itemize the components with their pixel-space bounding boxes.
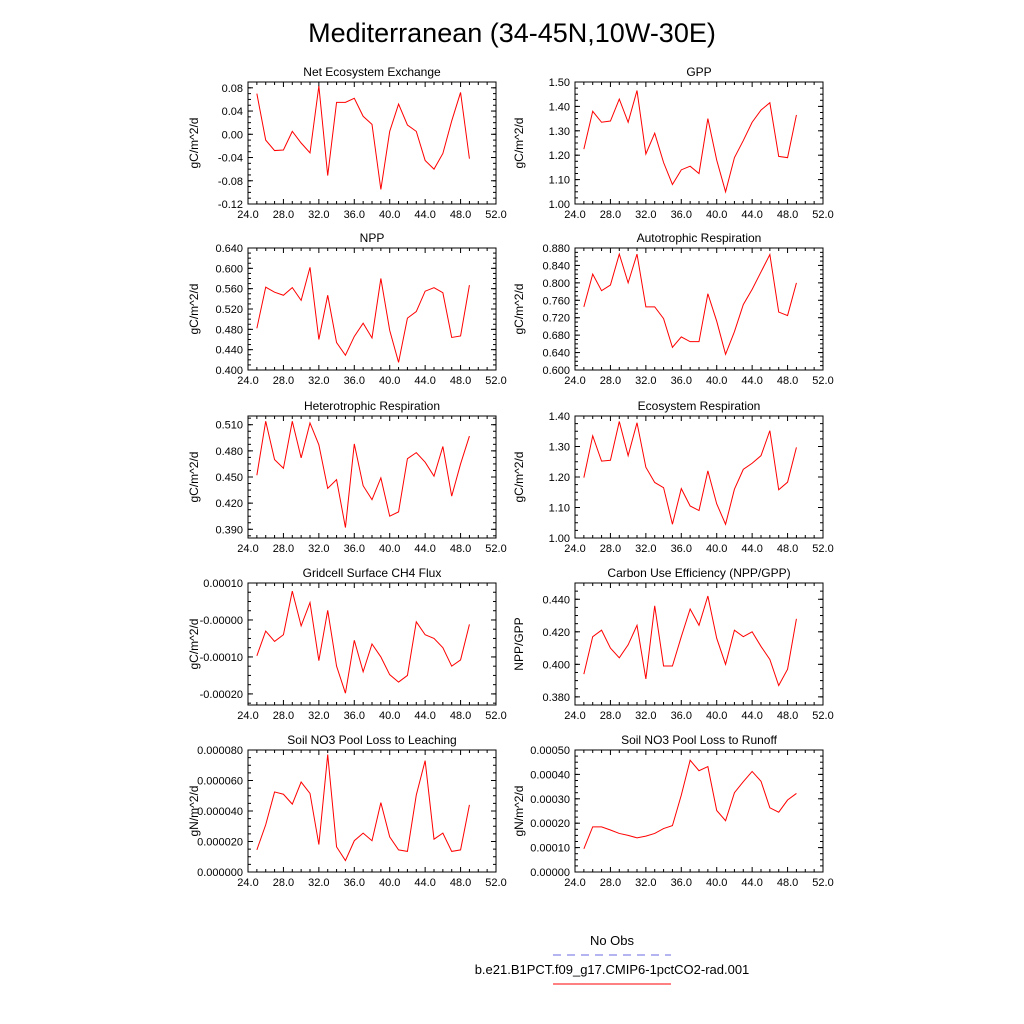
x-tick-label: 36.0 bbox=[670, 710, 692, 722]
series-line-0 bbox=[257, 755, 470, 861]
y-tick-label: 0.600 bbox=[215, 263, 243, 276]
y-tick-label: -0.00010 bbox=[199, 651, 243, 664]
series-line-0 bbox=[584, 91, 797, 192]
y-tick-label: 0.400 bbox=[215, 365, 243, 377]
x-tick-label: 32.0 bbox=[635, 877, 657, 889]
y-tick-label: 1.20 bbox=[548, 472, 570, 484]
x-tick-label: 52.0 bbox=[485, 543, 507, 555]
x-tick-label: 28.0 bbox=[272, 710, 295, 722]
series-line-0 bbox=[257, 267, 470, 362]
y-tick-label: 0.400 bbox=[542, 659, 570, 672]
x-tick-label: 36.0 bbox=[670, 209, 692, 221]
x-tick-label: 40.0 bbox=[379, 209, 401, 221]
y-axis-label: NPP/GPP bbox=[512, 617, 526, 671]
y-tick-label: 0.720 bbox=[542, 312, 570, 325]
y-tick-label: 0.00000 bbox=[530, 867, 570, 879]
x-tick-label: 32.0 bbox=[635, 710, 657, 722]
x-tick-label: 52.0 bbox=[812, 710, 834, 722]
x-tick-label: 32.0 bbox=[635, 375, 657, 387]
x-tick-label: 32.0 bbox=[308, 710, 330, 722]
x-tick-label: 48.0 bbox=[449, 543, 472, 555]
y-tick-label: 0.510 bbox=[215, 419, 243, 432]
y-tick-label: 0.000000 bbox=[197, 867, 243, 879]
y-tick-label: 1.30 bbox=[548, 441, 570, 454]
panel-title: Autotrophic Respiration bbox=[636, 231, 762, 245]
x-tick-label: 40.0 bbox=[706, 543, 728, 555]
y-axis-label: gC/m^2/d bbox=[512, 283, 526, 335]
x-tick-label: 36.0 bbox=[343, 209, 365, 221]
y-tick-label: 1.00 bbox=[548, 533, 570, 545]
x-tick-label: 52.0 bbox=[812, 543, 834, 555]
x-tick-label: 36.0 bbox=[343, 375, 365, 387]
y-tick-label: 0.450 bbox=[215, 472, 243, 484]
y-tick-label: 0.600 bbox=[542, 365, 570, 377]
x-tick-label: 32.0 bbox=[635, 209, 657, 221]
y-tick-label: 1.50 bbox=[548, 77, 570, 89]
y-axis-label: gC/m^2/d bbox=[187, 283, 201, 335]
y-tick-label: 0.00 bbox=[221, 129, 243, 142]
panel-title: Soil NO3 Pool Loss to Runoff bbox=[621, 733, 777, 747]
x-tick-label: 24.0 bbox=[237, 375, 259, 387]
y-tick-label: 0.000020 bbox=[197, 836, 243, 849]
x-tick-label: 48.0 bbox=[449, 710, 472, 722]
x-tick-label: 40.0 bbox=[379, 543, 401, 555]
y-tick-label: 1.20 bbox=[548, 150, 570, 163]
y-tick-label: 0.440 bbox=[215, 344, 243, 357]
y-tick-label: 0.08 bbox=[221, 82, 243, 95]
series-line-0 bbox=[584, 596, 797, 685]
y-tick-label: 0.00050 bbox=[530, 745, 570, 757]
legend-label-no-obs: No Obs bbox=[589, 933, 635, 948]
y-tick-label: 0.640 bbox=[215, 243, 243, 255]
y-tick-label: 0.00010 bbox=[203, 578, 243, 590]
y-tick-label: -0.00020 bbox=[199, 688, 243, 701]
panel-1 bbox=[512, 65, 834, 221]
x-tick-label: 24.0 bbox=[564, 543, 586, 555]
y-axis-label: gC/m^2/d bbox=[512, 451, 526, 503]
y-tick-label: 1.40 bbox=[548, 411, 570, 423]
x-tick-label: 32.0 bbox=[308, 209, 330, 221]
x-tick-label: 48.0 bbox=[776, 543, 799, 555]
x-tick-label: 24.0 bbox=[237, 209, 259, 221]
x-tick-label: 52.0 bbox=[812, 209, 834, 221]
series-line-0 bbox=[584, 760, 797, 849]
x-tick-label: 44.0 bbox=[741, 543, 763, 555]
x-tick-label: 48.0 bbox=[449, 877, 472, 889]
x-tick-label: 52.0 bbox=[485, 710, 507, 722]
plot-frame bbox=[248, 750, 496, 872]
x-tick-label: 28.0 bbox=[272, 375, 295, 387]
x-tick-label: 24.0 bbox=[564, 710, 586, 722]
y-tick-label: 1.10 bbox=[548, 174, 570, 187]
x-tick-label: 44.0 bbox=[414, 375, 436, 387]
x-tick-label: 32.0 bbox=[635, 543, 657, 555]
x-tick-label: 28.0 bbox=[599, 710, 622, 722]
x-tick-label: 44.0 bbox=[741, 375, 763, 387]
panel-title: GPP bbox=[686, 65, 712, 79]
x-tick-label: 36.0 bbox=[670, 375, 692, 387]
x-tick-label: 44.0 bbox=[414, 209, 436, 221]
y-tick-label: -0.00000 bbox=[199, 614, 243, 627]
plot-frame bbox=[248, 82, 496, 204]
x-tick-label: 36.0 bbox=[670, 543, 692, 555]
x-tick-label: 28.0 bbox=[272, 209, 295, 221]
y-tick-label: 0.00040 bbox=[530, 769, 570, 782]
x-tick-label: 40.0 bbox=[706, 375, 728, 387]
x-tick-label: 52.0 bbox=[485, 877, 507, 889]
y-tick-label: 0.880 bbox=[542, 243, 570, 255]
y-tick-label: 0.480 bbox=[215, 324, 243, 337]
y-tick-label: 0.420 bbox=[215, 498, 243, 511]
x-tick-label: 36.0 bbox=[343, 877, 365, 889]
x-tick-label: 44.0 bbox=[414, 710, 436, 722]
x-tick-label: 44.0 bbox=[741, 209, 763, 221]
series-line-0 bbox=[257, 591, 470, 693]
x-tick-label: 44.0 bbox=[741, 877, 763, 889]
panel-0 bbox=[187, 65, 507, 221]
x-tick-label: 48.0 bbox=[776, 209, 799, 221]
x-tick-label: 48.0 bbox=[776, 877, 799, 889]
x-tick-label: 28.0 bbox=[599, 375, 622, 387]
plot-frame bbox=[248, 416, 496, 538]
x-tick-label: 52.0 bbox=[485, 209, 507, 221]
series-line-0 bbox=[257, 421, 470, 527]
x-tick-label: 44.0 bbox=[414, 543, 436, 555]
panel-title: Soil NO3 Pool Loss to Leaching bbox=[287, 733, 457, 747]
y-tick-label: 1.30 bbox=[548, 125, 570, 138]
x-tick-label: 44.0 bbox=[741, 710, 763, 722]
series-line-0 bbox=[584, 254, 797, 354]
plot-frame bbox=[575, 82, 823, 204]
panel-6 bbox=[187, 566, 507, 722]
x-tick-label: 40.0 bbox=[706, 877, 728, 889]
y-tick-label: -0.08 bbox=[217, 175, 243, 188]
series-line-0 bbox=[584, 421, 797, 524]
y-axis-label: gN/m^2/d bbox=[187, 785, 201, 837]
legend bbox=[475, 933, 750, 984]
x-tick-label: 24.0 bbox=[237, 543, 259, 555]
y-tick-label: -0.12 bbox=[217, 199, 243, 211]
x-tick-label: 28.0 bbox=[599, 543, 622, 555]
x-tick-label: 40.0 bbox=[706, 209, 728, 221]
y-tick-label: 0.000080 bbox=[197, 745, 243, 757]
x-tick-label: 44.0 bbox=[414, 877, 436, 889]
panel-title: NPP bbox=[359, 231, 385, 245]
panel-3 bbox=[512, 231, 834, 387]
y-tick-label: 1.00 bbox=[548, 199, 570, 211]
y-tick-label: 0.00020 bbox=[530, 818, 570, 831]
x-tick-label: 24.0 bbox=[237, 877, 259, 889]
legend-label-run: b.e21.B1PCT.f09_g17.CMIP6-1pctCO2-rad.001 bbox=[474, 962, 750, 977]
panel-title: Gridcell Surface CH4 Flux bbox=[302, 566, 442, 580]
x-tick-label: 28.0 bbox=[272, 877, 295, 889]
y-tick-label: 0.000060 bbox=[197, 775, 243, 788]
y-tick-label: 0.04 bbox=[221, 106, 243, 119]
x-tick-label: 24.0 bbox=[564, 877, 586, 889]
y-tick-label: 0.520 bbox=[215, 304, 243, 316]
x-tick-label: 52.0 bbox=[812, 877, 834, 889]
panel-7 bbox=[512, 566, 834, 722]
y-tick-label: -0.04 bbox=[217, 152, 243, 165]
plot-frame bbox=[248, 248, 496, 370]
y-axis-label: gC/m^2/d bbox=[187, 618, 201, 670]
x-tick-label: 48.0 bbox=[449, 209, 472, 221]
y-tick-label: 0.640 bbox=[542, 347, 570, 360]
y-tick-label: 0.480 bbox=[215, 445, 243, 458]
x-tick-label: 24.0 bbox=[564, 375, 586, 387]
figure-title: Mediterranean (34-45N,10W-30E) bbox=[308, 18, 716, 48]
panel-5 bbox=[512, 399, 834, 555]
x-tick-label: 40.0 bbox=[379, 375, 401, 387]
x-tick-label: 52.0 bbox=[812, 375, 834, 387]
y-tick-label: 0.00010 bbox=[530, 842, 570, 855]
x-tick-label: 28.0 bbox=[272, 543, 295, 555]
x-tick-label: 32.0 bbox=[308, 543, 330, 555]
x-tick-label: 28.0 bbox=[599, 209, 622, 221]
x-tick-label: 28.0 bbox=[599, 877, 622, 889]
y-tick-label: 0.420 bbox=[542, 626, 570, 639]
x-tick-label: 24.0 bbox=[564, 209, 586, 221]
y-tick-label: 0.560 bbox=[215, 283, 243, 296]
x-tick-label: 40.0 bbox=[379, 877, 401, 889]
x-tick-label: 36.0 bbox=[343, 543, 365, 555]
series-line-0 bbox=[257, 86, 470, 189]
x-tick-label: 36.0 bbox=[670, 877, 692, 889]
panel-title: Net Ecosystem Exchange bbox=[303, 65, 441, 79]
x-tick-label: 48.0 bbox=[776, 710, 799, 722]
panel-title: Heterotrophic Respiration bbox=[303, 399, 441, 413]
y-tick-label: 0.380 bbox=[542, 691, 570, 704]
panels-group bbox=[187, 65, 834, 889]
plot-frame bbox=[575, 248, 823, 370]
panel-title: Carbon Use Efficiency (NPP/GPP) bbox=[607, 566, 791, 580]
y-tick-label: 0.00030 bbox=[530, 793, 570, 806]
panel-title: Ecosystem Respiration bbox=[637, 399, 761, 413]
y-axis-label: gC/m^2/d bbox=[187, 117, 201, 169]
y-axis-label: gN/m^2/d bbox=[512, 785, 526, 837]
panel-8 bbox=[187, 733, 507, 889]
plot-frame bbox=[575, 750, 823, 872]
y-tick-label: 0.440 bbox=[542, 594, 570, 607]
x-tick-label: 48.0 bbox=[776, 375, 799, 387]
y-tick-label: 0.000040 bbox=[197, 806, 243, 818]
y-axis-label: gC/m^2/d bbox=[512, 117, 526, 169]
x-tick-label: 24.0 bbox=[237, 710, 259, 722]
y-tick-label: 1.10 bbox=[548, 502, 570, 515]
y-tick-label: 0.760 bbox=[542, 295, 570, 308]
plot-frame bbox=[575, 583, 823, 705]
x-tick-label: 36.0 bbox=[343, 710, 365, 722]
y-tick-label: 0.390 bbox=[215, 524, 243, 537]
y-axis-label: gC/m^2/d bbox=[187, 451, 201, 503]
panel-4 bbox=[187, 399, 507, 555]
panel-9 bbox=[512, 733, 834, 889]
x-tick-label: 32.0 bbox=[308, 877, 330, 889]
x-tick-label: 48.0 bbox=[449, 375, 472, 387]
x-tick-label: 40.0 bbox=[379, 710, 401, 722]
y-tick-label: 0.840 bbox=[542, 260, 570, 273]
x-tick-label: 40.0 bbox=[706, 710, 728, 722]
y-tick-label: 1.40 bbox=[548, 101, 570, 114]
plot-frame bbox=[575, 416, 823, 538]
y-tick-label: 0.680 bbox=[542, 330, 570, 343]
x-tick-label: 32.0 bbox=[308, 375, 330, 387]
panel-2 bbox=[187, 231, 507, 387]
y-tick-label: 0.800 bbox=[542, 277, 570, 290]
x-tick-label: 52.0 bbox=[485, 375, 507, 387]
